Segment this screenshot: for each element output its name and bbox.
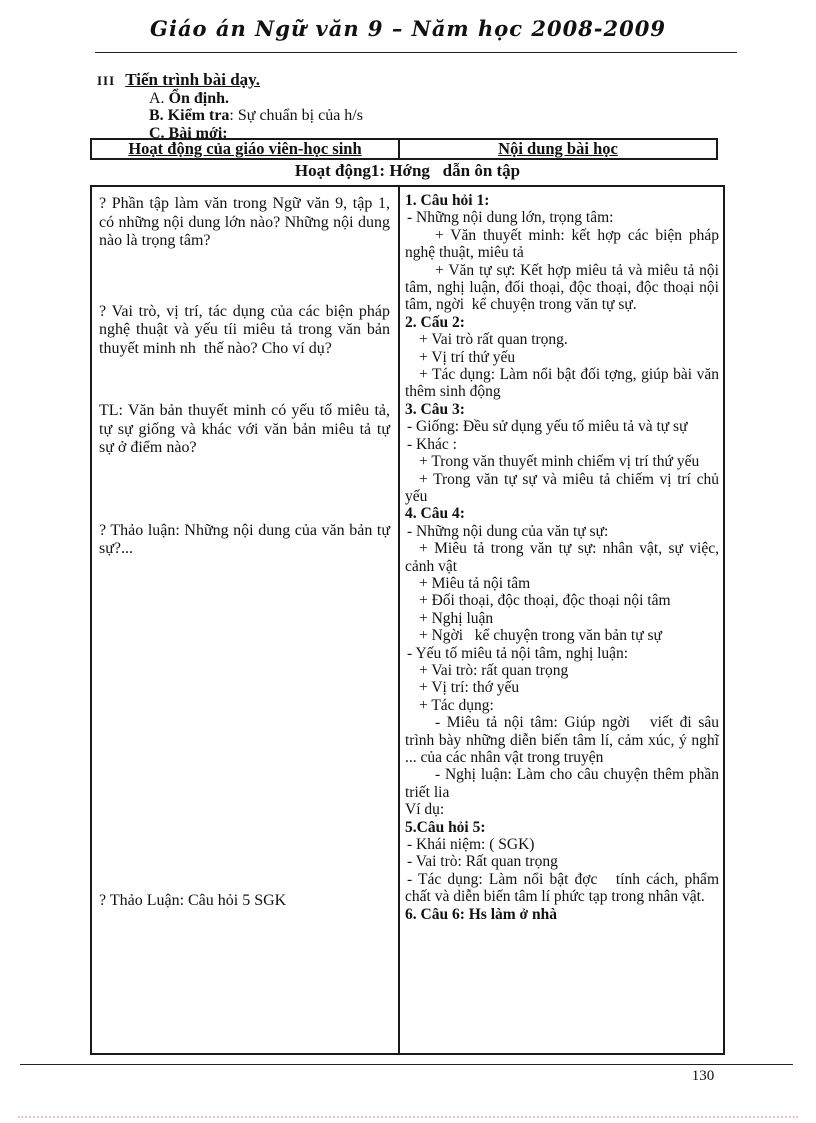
lesson-content-line: 3. Câu 3:: [405, 400, 465, 418]
table-header-teacher-activity: Hoạt động của giáo viên-học sinh: [92, 140, 400, 158]
header-divider-line: [95, 52, 737, 53]
intro-item-b-text: : Sự chuẩn bị của h/s: [229, 107, 363, 124]
lesson-content-line: + Miêu tả trong văn tự sự: nhân vật, sự việc, cảnh vật: [405, 540, 719, 575]
page-cut-marker: [18, 1116, 798, 1118]
lesson-content-line: - Những nội dung của văn tự sự:: [407, 522, 609, 540]
section-title: Tiến trình bài dạy.: [125, 70, 260, 89]
lesson-content-line: + Ngời kể chuyện trong văn bản tự sự: [419, 627, 662, 645]
intro-item-a-prefix: A.: [149, 89, 169, 107]
lesson-content-line: + Văn tự sự: Kết hợp miêu tả và miêu tả nội tâm, nghị luận, đối thoại, độc thoại, độc thoại nội tâm, ngời kể chuyện trong văn tự sự.: [405, 261, 719, 314]
lesson-content-line: - Nghị luận: Làm cho câu chuyện thêm phần triết lia: [405, 766, 719, 801]
lesson-content-line: 1. Câu hỏi 1:: [405, 192, 490, 209]
page-number: 130: [691, 1068, 715, 1084]
lesson-content-line: 6. Câu 6: Hs làm ở nhà: [405, 905, 557, 923]
lesson-content-line: + Vai trò: rất quan trọng: [419, 661, 569, 679]
lesson-content-line: + Nghị luận: [419, 609, 494, 627]
lesson-content-line: - Vai trò: Rất quan trọng: [407, 853, 558, 871]
lesson-content-line: + Trong văn thuyết minh chiếm vị trí thứ yếu: [419, 453, 700, 471]
teacher-question-1: ? Phần tập làm văn trong Ngữ văn 9, tập 1, có những nội dung lớn nào? Những nội dung nào là trọng tâm?: [99, 195, 390, 249]
lesson-content-line: - Miêu tả nội tâm: Giúp ngời viết đi sâu trình bày những diễn biến tâm lí, cảm xúc, ý nghĩ ... của các nhân vật trong truyện: [405, 714, 719, 766]
lesson-content-line: - Giống: Đều sử dụng yếu tố miêu tả và tự sự: [407, 418, 688, 436]
lesson-content-line: - Yếu tố miêu tả nội tâm, nghị luận:: [407, 644, 629, 662]
lesson-content-line: - Khác :: [407, 435, 457, 453]
table-header-lesson-content: Nội dung bài học: [498, 140, 618, 158]
lesson-content-line: 4. Câu 4:: [405, 505, 465, 523]
activity-1-title: Hoạt động1: Hớng dẫn ôn tập: [294, 161, 521, 180]
lesson-content-line: + Tác dụng: Làm nổi bật đối tợng, giúp bài văn thêm sinh động: [405, 366, 719, 401]
footer-divider-line: [20, 1064, 793, 1065]
lesson-intro: [97, 71, 717, 142]
lesson-table: [90, 185, 725, 1055]
lesson-content-line: - Khái niệm: ( SGK): [407, 836, 535, 854]
section-numeral: III: [97, 73, 116, 88]
lesson-content-column: [400, 187, 723, 1053]
lesson-content-line: + Vai trò rất quan trọng.: [419, 331, 568, 349]
intro-item-c-label: C. Bài mới:: [149, 124, 228, 142]
intro-item-a: [97, 90, 717, 108]
teacher-question-5: ? Thảo Luận: Câu hỏi 5 SGK: [99, 891, 287, 909]
lesson-content-line: + Văn thuyết minh: kết hợp các biện pháp nghệ thuật, miêu tả: [405, 226, 719, 262]
teacher-student-activity-column: [92, 187, 400, 1053]
teacher-question-2: ? Vai trò, vị trí, tác dụng của các biện pháp nghệ thuật và yếu tíi miêu tả trong văn bản thuyết minh nh thế nào? Cho ví dụ?: [99, 302, 390, 357]
lesson-content-line: 2. Cấu 2:: [405, 313, 465, 331]
lesson-content-line: 5.Câu hỏi 5:: [405, 818, 486, 836]
lesson-content-line: - Tác dụng: Làm nổi bật đợc tính cách, phẩm chất và diễn biến tâm lí phức tạp trong nhân vật.: [405, 870, 719, 906]
section-heading: [97, 71, 717, 90]
teacher-question-3: TL: Văn bản thuyết minh có yếu tố miêu tả, tự sự giống và khác với văn bản miêu tả tự sự ở điểm nào?: [99, 402, 390, 456]
intro-item-b: [97, 107, 717, 125]
table-header-row: [90, 138, 718, 160]
lesson-content-line: + Trong văn tự sự và miêu tả chiếm vị trí chủ yếu: [405, 470, 719, 505]
lesson-content-line: Ví dụ:: [405, 801, 445, 819]
teacher-question-4: ? Thảo luận: Những nội dung của văn bản tự sự?...: [99, 521, 390, 557]
lesson-content-line: + Miêu tả nội tâm: [419, 574, 531, 592]
lesson-content-line: + Vị trí: thớ yếu: [419, 679, 520, 697]
intro-item-a-label: Ổn định.: [168, 89, 230, 107]
lesson-content-line: - Những nội dung lớn, trọng tâm:: [407, 209, 614, 227]
intro-item-b-label: B. Kiểm tra: [149, 107, 230, 124]
lesson-content-line: + Đối thoại, độc thoại, độc thoại nội tâm: [419, 592, 671, 610]
lesson-content-line: + Vị trí thứ yếu: [419, 348, 516, 366]
lesson-content-line: + Tác dụng:: [419, 696, 494, 714]
document-title: Giáo án Ngữ văn 9 – Năm học 2008-2009: [150, 16, 666, 41]
